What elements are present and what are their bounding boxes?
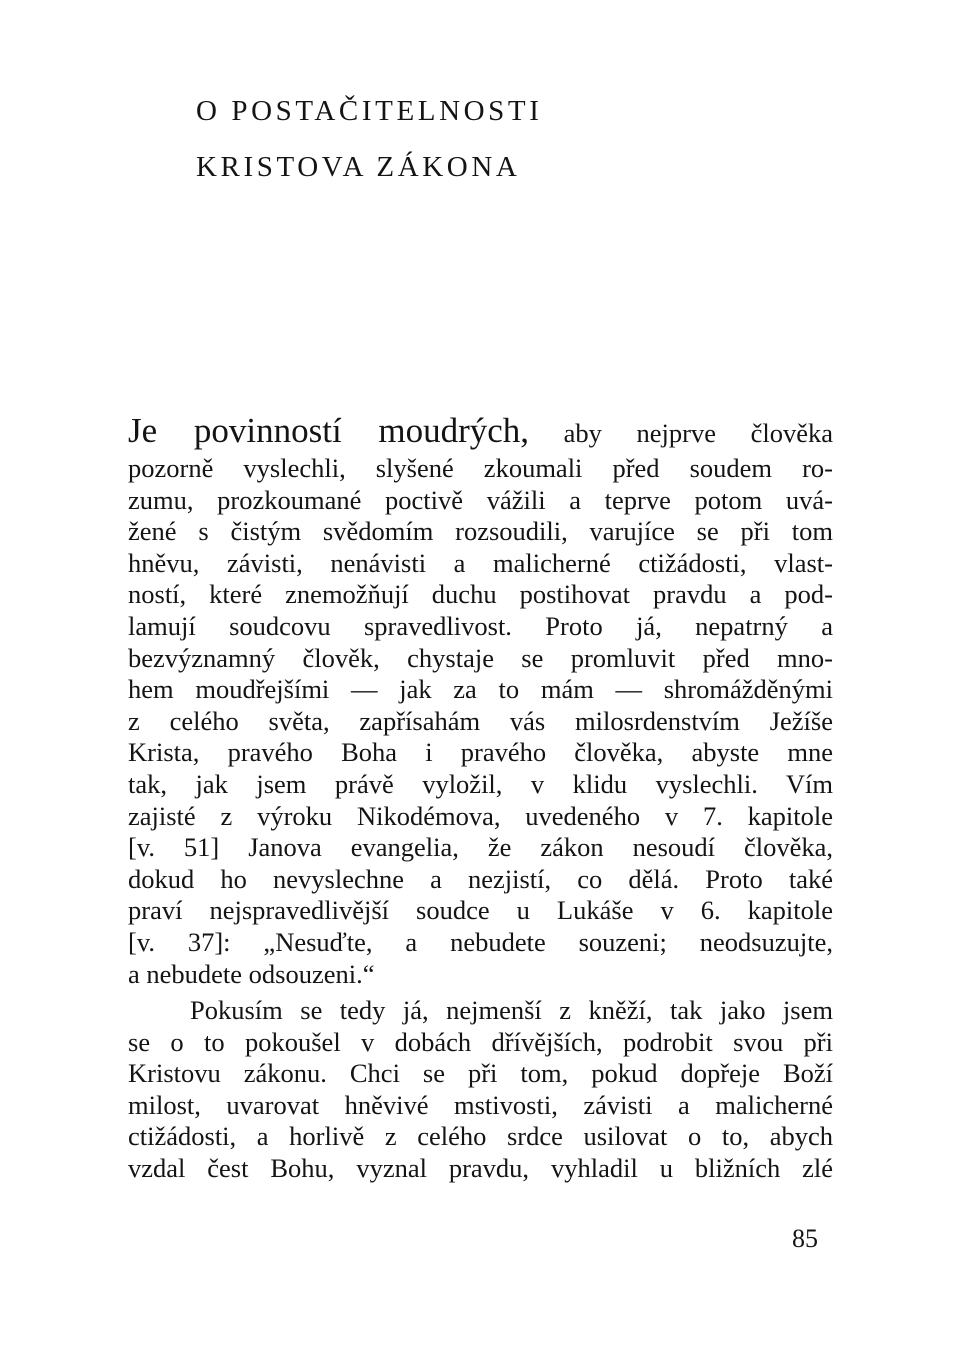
text-line: z celého světa, zapřísahám vás milosrdenstvím Ježíše xyxy=(128,705,833,736)
text-line: zumu, prozkoumané poctivě vážili a teprve potom uvá- xyxy=(128,484,833,515)
paragraph-1-first-line-rest: aby nejprve člověka xyxy=(563,418,833,448)
page-number: 85 xyxy=(792,1224,818,1253)
text-line: ností, které znemožňují duchu postihovat pravdu a pod- xyxy=(128,579,833,610)
chapter-title-line-2: KRISTOVA ZÁKONA xyxy=(196,151,521,183)
text-line: praví nejspravedlivější soudce u Lukáše v 6. kapitole xyxy=(128,895,833,926)
text-line: [v. 37]: „Nesuďte, a nebudete souzeni; neodsuzujte, xyxy=(128,926,833,957)
chapter-title-line-1: O POSTAČITELNOSTI xyxy=(196,95,543,127)
paragraph-1-lead-in: Je povinností moudrých, xyxy=(128,411,530,450)
text-line: zajisté z výroku Nikodémova, uvedeného v 7. kapitole xyxy=(128,800,833,831)
text-line: milost, uvarovat hněvivé mstivosti, závisti a malicherné xyxy=(128,1089,833,1120)
text-line: dokud ho nevyslechne a nezjistí, co dělá. Proto také xyxy=(128,863,833,894)
text-line: hem moudřejšími — jak za to mám — shromážděnými xyxy=(128,674,833,705)
paragraph-1 xyxy=(128,411,833,990)
text-line: Krista, pravého Boha i pravého člověka, abyste mne xyxy=(128,737,833,768)
text-line: tak, jak jsem právě vyložil, v klidu vyslechli. Vím xyxy=(128,768,833,799)
text-line: [v. 51] Janova evangelia, že zákon nesoudí člověka, xyxy=(128,832,833,863)
text-line: bezvýznamný člověk, chystaje se promluvit před mno- xyxy=(128,642,833,673)
text-line: Pokusím se tedy já, nejmenší z kněží, tak jako jsem xyxy=(190,995,833,1025)
text-line: lamují soudcovu spravedlivost. Proto já, nepatrný a xyxy=(128,610,833,641)
text-line: vzdal čest Bohu, vyznal pravdu, vyhladil u bližních zlé xyxy=(128,1152,833,1183)
text-line: pozorně vyslechli, slyšené zkoumali před soudem ro- xyxy=(128,453,833,483)
text-line: Kristovu zákonu. Chci se při tom, pokud dopřeje Boží xyxy=(128,1058,833,1089)
text-line: ctižádosti, a horlivě z celého srdce usilovat o to, abych xyxy=(128,1121,833,1152)
text-line: se o to pokoušel v dobách dřívějších, podrobit svou při xyxy=(128,1026,833,1057)
paragraph-1-first-line xyxy=(128,411,833,453)
text-line: žené s čistým svědomím rozsoudili, varujíce se při tom xyxy=(128,516,833,547)
text-line: hněvu, závisti, nenávisti a malicherné ctižádosti, vlast- xyxy=(128,547,833,578)
text-line: a nebudete odsouzeni.“ xyxy=(128,958,375,989)
paragraph-2 xyxy=(128,995,833,1185)
